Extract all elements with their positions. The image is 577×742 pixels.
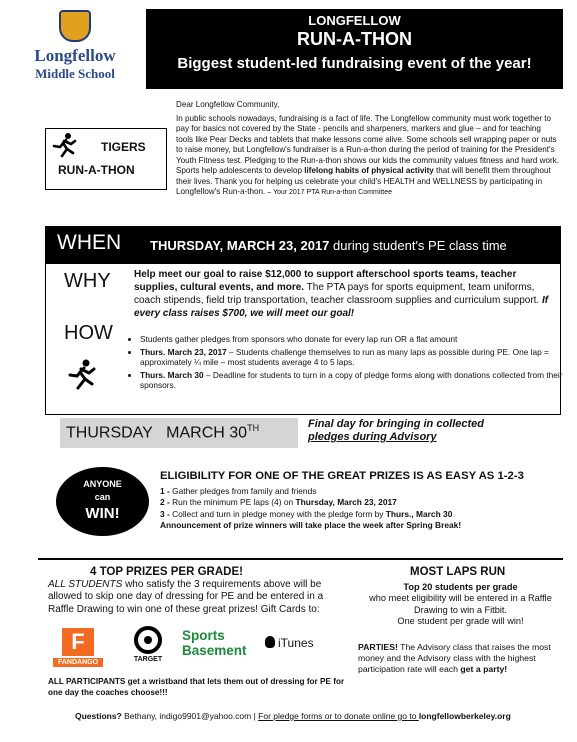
most-laps-line3: One student per grade will win! <box>397 616 524 627</box>
how-item-bold: Thurs. March 23, 2017 <box>140 346 227 357</box>
how-item-text: – Students challenge themselves to run as many laps as possible during PE. One lap = approximately ¼ mile – most students average 4 to 5 laps. <box>140 346 549 368</box>
footer-questions: Questions? <box>75 711 122 721</box>
prizes-text <box>48 579 348 616</box>
step-text: Gather pledges from family and friends <box>169 486 317 496</box>
fandango-icon: F <box>62 628 94 656</box>
sports-basement-logo <box>182 628 257 658</box>
eligibility-step <box>160 509 560 520</box>
most-laps-title: MOST LAPS RUN <box>410 566 506 578</box>
school-logo <box>20 10 130 90</box>
deadline-suffix: TH <box>247 423 260 433</box>
badge-line3: WIN! <box>85 505 120 522</box>
when-date <box>150 238 507 253</box>
step-number: 1 - <box>160 486 170 496</box>
badge-line2: can <box>94 492 111 502</box>
sports-label: Sports <box>182 628 225 643</box>
eligibility-step <box>160 486 560 497</box>
most-laps-text <box>358 582 563 628</box>
parties-emphasis: get a party! <box>460 664 508 675</box>
step-text: Collect and turn in pledge money with the pledge form by <box>169 508 386 519</box>
tigers-runathon-box <box>45 128 167 190</box>
when-bar <box>45 226 561 264</box>
community-letter <box>176 100 560 199</box>
letter-greeting: Dear Longfellow Community, <box>176 100 280 109</box>
basement-label: Basement <box>182 643 247 658</box>
how-item-text: – Deadline for students to turn in a copy of pledge forms along with donations collected from their sponsors. <box>140 369 563 391</box>
footer-site-link[interactable]: longfellowberkeley.org <box>418 711 511 721</box>
step-date: Thurs., March 30 <box>385 508 453 519</box>
tigers-label: TIGERS <box>101 140 146 154</box>
header-banner <box>146 9 563 89</box>
when-suffix: during student's PE class time <box>333 238 507 253</box>
deadline-date-box <box>60 418 298 448</box>
footer-contact: Bethany, indigo9901@yahoo.com | <box>121 711 259 721</box>
runner-icon <box>64 358 98 392</box>
runathon-label: RUN-A-THON <box>58 163 135 177</box>
step-text: Run the minimum PE laps (4) on <box>169 497 296 508</box>
fandango-logo <box>53 628 103 667</box>
footer-pledge-text: For pledge forms or to donate online go to <box>258 711 419 721</box>
prizes-title: 4 TOP PRIZES PER GRADE! <box>90 566 243 578</box>
why-class-goal: If every class raises $700, we will meet our goal! <box>134 295 549 319</box>
step-date: Thursday, March 23, 2017 <box>295 497 397 508</box>
deadline-note-line2: pledges during Advisory <box>308 431 437 443</box>
logo-school-subtitle: Middle School <box>35 66 115 81</box>
header-event: RUN-A-THON <box>297 29 412 49</box>
section-divider <box>38 558 563 560</box>
deadline-month-day: MARCH 30 <box>166 424 248 442</box>
letter-body-bold: lifelong habits of physical activity <box>304 166 434 175</box>
how-item <box>140 334 570 345</box>
how-item-text: Students gather pledges from sponsors who donate for every lap run OR a flat amount <box>140 334 458 344</box>
when-label: WHEN <box>57 231 122 254</box>
fandango-label: FANDANGO <box>53 658 103 667</box>
target-bullseye-icon <box>134 626 162 654</box>
letter-body <box>176 114 560 199</box>
eligibility-title: ELIGIBILITY FOR ONE OF THE GREAT PRIZES IS AS EASY AS 1-2-3 <box>160 470 524 482</box>
header-school: LONGFELLOW <box>308 13 401 28</box>
letter-body-text-2: that will benefit them throughout their lives. Thank you for helping us celebrate your child's HEALTH and WELLNESS by participating in Longfellow's Run-a-thon. <box>176 166 551 196</box>
prizes-audience: ALL STUDENTS <box>48 579 123 590</box>
footer <box>75 711 555 721</box>
most-laps-line2: who meet eligibility will be entered in a Raffle Drawing to win a Fitbit. <box>369 593 552 615</box>
how-list <box>128 334 570 393</box>
apple-icon <box>265 636 275 648</box>
itunes-logo <box>265 636 333 650</box>
eligibility-steps <box>160 486 560 531</box>
deadline-day: THURSDAY <box>66 424 153 442</box>
letter-signature: – Your 2017 PTA Run-a-thon Committee <box>265 189 393 196</box>
deadline-note-line1: Final day for bringing in collected <box>308 418 485 430</box>
why-detail: The PTA pays for sports equipment, team uniforms, coach stipends, field trip transportation, teacher classroom supplies and curriculum support. <box>134 282 540 306</box>
why-label: WHY <box>64 270 111 292</box>
announcement <box>160 520 560 531</box>
most-laps-line1: Top 20 students per grade <box>403 582 518 592</box>
deadline-note <box>308 418 518 444</box>
participants-note: ALL PARTICIPANTS get a wristband that lets them out of dressing for PE for one day the coaches choose!!! <box>48 677 345 697</box>
itunes-label: iTunes <box>278 636 314 650</box>
when-date-bold: THURSDAY, MARCH 23, 2017 <box>150 238 330 253</box>
how-item <box>140 370 570 391</box>
parties-label: PARTIES! <box>358 642 398 652</box>
why-goal: Help meet our goal to raise $12,000 to support afterschool sports teams, teacher supplies, cultural events, and more. <box>134 269 517 293</box>
parties-text <box>358 642 563 676</box>
anyone-can-win-badge <box>56 467 149 536</box>
deadline-date <box>66 423 259 442</box>
target-logo <box>128 626 168 663</box>
tiger-crest-icon <box>59 10 91 42</box>
announcement-text: Announcement of prize winners will take place the week after Spring Break! <box>160 519 462 530</box>
parties-body: The Advisory class that raises the most money and the Advisory class with the highest participation rate will each <box>358 642 551 675</box>
logo-school-name: Longfellow <box>34 46 116 65</box>
target-label: TARGET <box>133 656 163 663</box>
runner-icon <box>50 132 78 160</box>
step-number: 3 - <box>160 508 170 519</box>
how-item-bold: Thurs. March 30 <box>140 369 204 380</box>
why-text <box>134 268 554 320</box>
letter-body-text: In public schools nowadays, fundraising is a fact of life. The Longfellow community must work together to pay for basics not covered by the State - pencils and sharpeners, markers and glue – and for teaching tools like Pear Decks and tablets that make lessons come alive. Some schools sell wrapping paper or nuts to raise money, but Longfellow's fundraiser is a Run-a-thon during the period of training for the President's Youth Fitness test. Pledging to the Run-a-thon shows our kids the community values fitness and hard work. Sports help adolescents to develop <box>176 113 560 175</box>
step-number: 2 - <box>160 497 170 508</box>
how-label: HOW <box>64 322 113 344</box>
prizes-description: who satisfy the 3 requirements above will be allowed to skip one day of dressing for PE and be entered in a Raffle Drawing to win one of these great prizes! Gift Cards to: <box>48 579 324 615</box>
eligibility-step <box>160 497 560 508</box>
header-tagline: Biggest student-led fundraising event of the year! <box>177 55 532 72</box>
badge-line1: ANYONE <box>83 479 122 489</box>
how-item <box>140 347 570 368</box>
